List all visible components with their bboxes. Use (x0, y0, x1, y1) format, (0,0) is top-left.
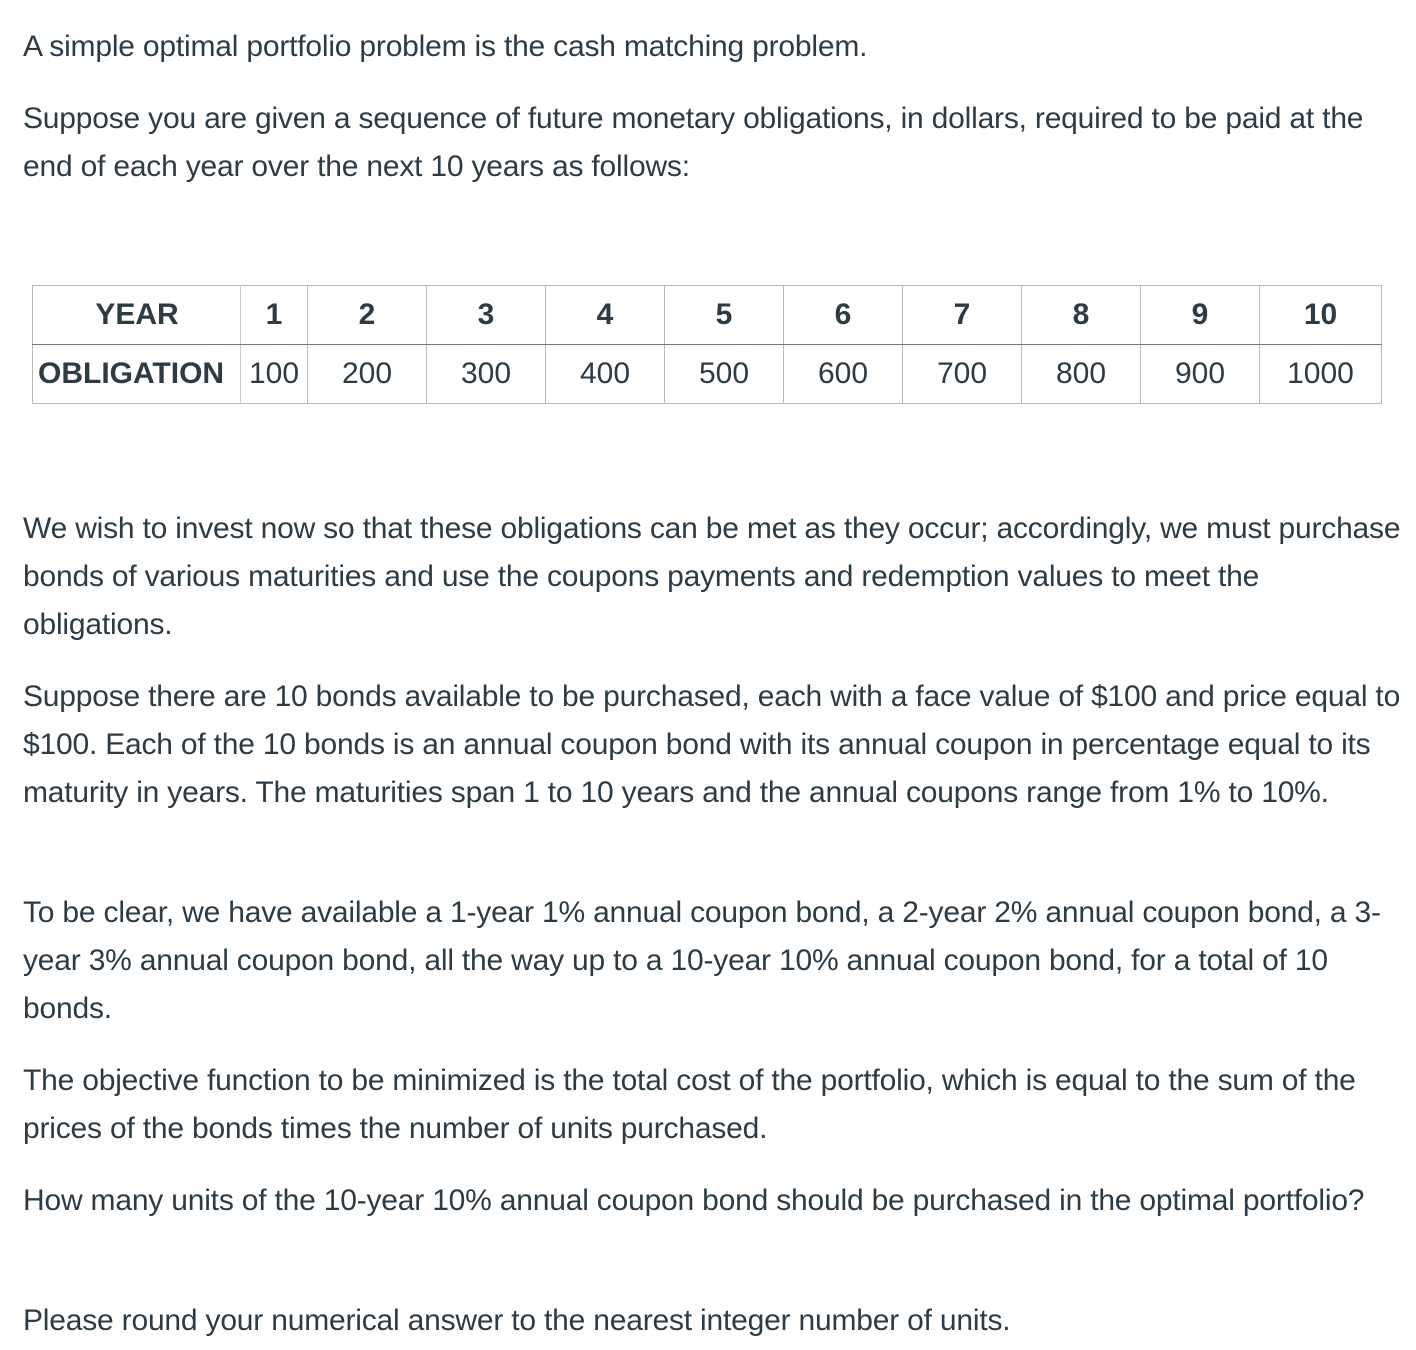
year-row (33, 286, 1382, 345)
objective-paragraph: The objective function to be minimized is the total cost of the portfolio, which is equal to the sum of the prices of the bonds times the number of units purchased. (23, 1064, 1356, 1145)
obligation-cell: 800 (1022, 345, 1141, 404)
clarify-paragraph: To be clear, we have available a 1-year 1% annual coupon bond, a 2-year 2% annual coupon bond, a 3-year 3% annual coupon bond, all the way up to a 10-year 10% annual coupon bond, for a total of 10 bonds. (23, 896, 1381, 1025)
year-cell: 3 (427, 286, 546, 345)
obligations-table (32, 285, 1382, 404)
obligation-cell: 500 (665, 345, 784, 404)
obligation-cell: 1000 (1260, 345, 1382, 404)
obligation-cell: 300 (427, 345, 546, 404)
invest-paragraph: We wish to invest now so that these obligations can be met as they occur; accordingly, we must purchase bonds of various maturities and use the coupons payments and redemption values to meet the obligations. (23, 512, 1401, 641)
setup-paragraph: Suppose you are given a sequence of future monetary obligations, in dollars, required to be paid at the end of each year over the next 10 years as follows: (23, 102, 1364, 183)
year-cell: 5 (665, 286, 784, 345)
year-cell: 1 (241, 286, 308, 345)
obligation-cell: 400 (546, 345, 665, 404)
obligation-cell: 600 (784, 345, 903, 404)
year-cell: 8 (1022, 286, 1141, 345)
year-cell: 6 (784, 286, 903, 345)
year-cell: 4 (546, 286, 665, 345)
obligation-header: OBLIGATION (33, 345, 241, 404)
intro-paragraph: A simple optimal portfolio problem is the cash matching problem. (23, 30, 868, 63)
year-cell: 2 (308, 286, 427, 345)
year-cell: 9 (1141, 286, 1260, 345)
obligations-table-wrapper (32, 285, 1382, 404)
year-cell: 10 (1260, 286, 1382, 345)
bonds-paragraph: Suppose there are 10 bonds available to be purchased, each with a face value of $100 and price equal to $100. Each of the 10 bonds is an annual coupon bond with its annual coupon in percentage equal to its maturity in years. The maturities span 1 to 10 years and the annual coupons range from 1% to 10%. (23, 680, 1401, 809)
year-cell: 7 (903, 286, 1022, 345)
obligation-cell: 100 (241, 345, 308, 404)
obligation-cell: 900 (1141, 345, 1260, 404)
obligation-cell: 200 (308, 345, 427, 404)
obligation-cell: 700 (903, 345, 1022, 404)
obligation-row (33, 345, 1382, 404)
rounding-paragraph: Please round your numerical answer to the nearest integer number of units. (23, 1304, 1011, 1337)
question-paragraph: How many units of the 10-year 10% annual coupon bond should be purchased in the optimal portfolio? (23, 1184, 1365, 1217)
year-header: YEAR (33, 286, 241, 345)
